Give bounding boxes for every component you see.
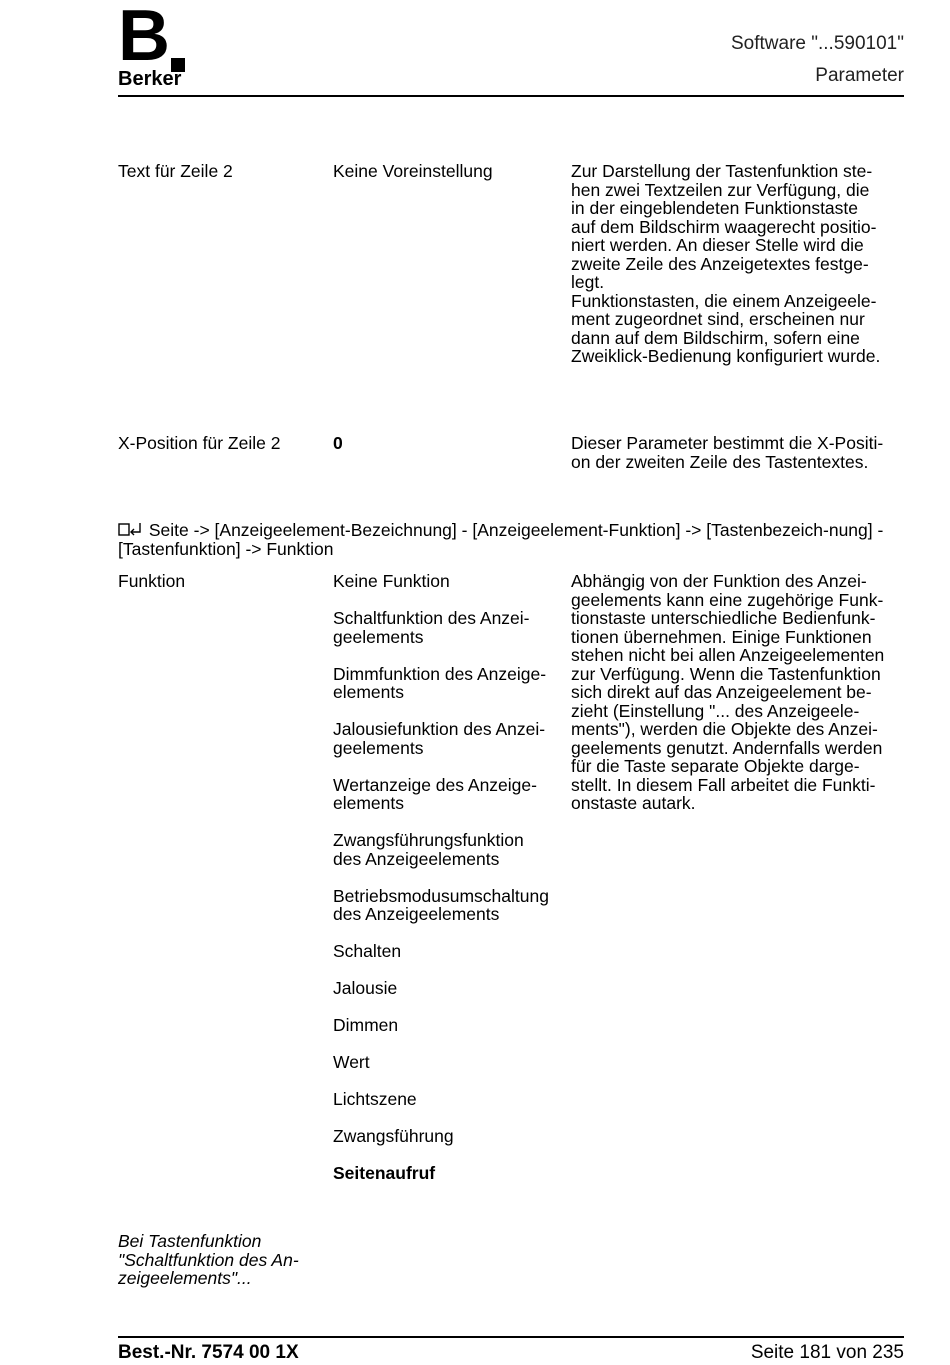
param-name: Text für Zeile 2 bbox=[118, 161, 233, 181]
option-item: Wert bbox=[333, 1052, 370, 1072]
option-item: Dimmfunktion des Anzeige- elements bbox=[333, 663, 547, 702]
berker-logo bbox=[118, 0, 208, 90]
header-software: Software "...590101" bbox=[731, 33, 904, 54]
option-item: Zwangsführung bbox=[333, 1126, 454, 1146]
param-value: 0 bbox=[333, 433, 343, 453]
logo-text: Berker bbox=[118, 68, 182, 90]
option-item: Wertanzeige des Anzeige- elements bbox=[333, 774, 537, 813]
header-section: Parameter bbox=[815, 65, 904, 86]
option-item: Jalousiefunktion des Anzei- geelements bbox=[333, 719, 546, 758]
footer-rule bbox=[118, 1336, 904, 1338]
option-item: Dimmen bbox=[333, 1015, 399, 1035]
option-list bbox=[333, 572, 565, 1201]
option-item: Schalten bbox=[333, 941, 402, 961]
order-number: Best.-Nr. 7574 00 1X bbox=[118, 1342, 299, 1363]
param-name: X-Position für Zeile 2 bbox=[118, 433, 281, 453]
option-item-default: Seitenaufruf bbox=[333, 1163, 436, 1183]
option-item: Betriebsmodusumschaltung des Anzeigeelements bbox=[333, 885, 549, 924]
option-item: Lichtszene bbox=[333, 1089, 417, 1109]
option-item: Zwangsführungsfunktion des Anzeigeelements bbox=[333, 830, 524, 869]
header-rule bbox=[118, 95, 904, 97]
option-item: Keine Funktion bbox=[333, 571, 450, 591]
nav-path-text: Seite -> [Anzeigeelement-Bezeichnung] - [Anzeigeelement-Funktion] -> [Tastenbezeich-nung] - [Tastenfunktion] -> Funktion bbox=[118, 520, 884, 559]
param-name: Funktion bbox=[118, 571, 186, 591]
param-value: Keine Voreinstellung bbox=[333, 161, 493, 181]
param-description: Zur Darstellung der Tastenfunktion ste- hen zwei Textzeilen zur Verfügung, die in der eingeblendeten Funktionstaste auf dem Bildschirm waagerecht positio- niert werden. An dieser Stelle wird die zweite Zeile des Anzeigetextes festge- legt. Funktionstasten, die einem Anzeigeele- ment zugeordnet sind, erscheinen nur dann auf dem Bildschirm, sofern eine Zweiklick-Bedienung konfiguriert wurde. bbox=[571, 161, 881, 366]
page-number: Seite 181 von 235 bbox=[750, 1342, 904, 1363]
logo-letter: B bbox=[118, 0, 168, 76]
option-item: Jalousie bbox=[333, 978, 398, 998]
nav-arrow-icon bbox=[118, 522, 144, 538]
conditional-note: Bei Tastenfunktion "Schaltfunktion des An- zeigeelements"... bbox=[118, 1231, 299, 1288]
option-item: Schaltfunktion des Anzei- geelements bbox=[333, 608, 530, 647]
param-description: Abhängig von der Funktion des Anzei- geelements kann eine zugehörige Funk- tionstaste unterschiedliche Bedienfunk- tionen übernehmen. Einige Funktionen stehen nicht bei allen Anzeigeelementen zur Verfügung. Wenn die Tastenfunktion sich direkt auf das Anzeigeelement be- zieht (Einstellung "... des Anzeigeele- ments"), werden die Objekte des Anzei- geelements genutzt. Andernfalls werden für die Taste separate Objekte darge- stellt. In diesem Fall arbeitet die Funkti- onstaste autark. bbox=[571, 571, 885, 813]
param-description: Dieser Parameter bestimmt die X-Positi- on der zweiten Zeile des Tastentextes. bbox=[571, 433, 884, 472]
navigation-path bbox=[118, 521, 908, 558]
